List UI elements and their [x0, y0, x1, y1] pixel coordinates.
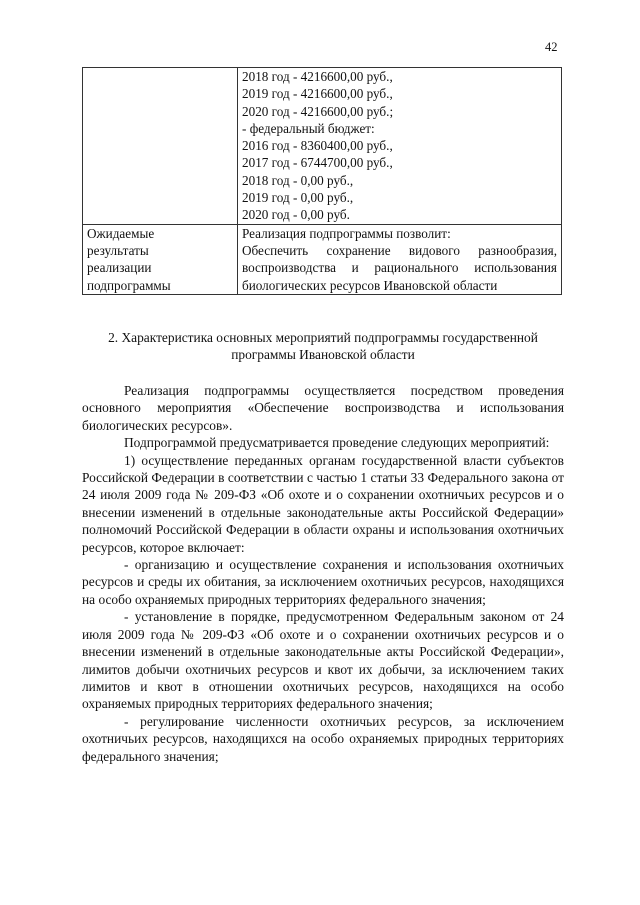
label-line: результаты: [87, 242, 149, 258]
funding-line: 2016 год - 8360400,00 руб.,: [242, 138, 393, 154]
funding-line: 2020 год - 0,00 руб.: [242, 207, 350, 223]
label-line: подпрограммы: [87, 277, 171, 293]
funding-line: 2020 год - 4216600,00 руб.;: [242, 103, 394, 119]
paragraph: - установление в порядке, предусмотренном Федеральным законом от 24 июля 2009 года № 209-ФЗ «Об охоте и о сохранении охотничьих ресурсов и о внесении изменений в отдельные законодательные акты Российской Федерации», лимитов добычи охотничьих ресурсов и квот их добычи, за исключением таких лимитов и квот в отношении охотничьих ресурсов, находящихся на особо охраняемых природных территориях федерального значения;: [82, 609, 564, 712]
funding-line: 2018 год - 0,00 руб.,: [242, 172, 354, 188]
table-row-funding: [83, 68, 562, 225]
funding-line: 2017 год - 6744700,00 руб.,: [242, 155, 393, 171]
funding-line: - федеральный бюджет:: [242, 120, 375, 136]
heading-line-2: программы Ивановской области: [231, 347, 415, 363]
funding-line: 2019 год - 4216600,00 руб.,: [242, 86, 393, 102]
funding-line: 2019 год - 0,00 руб.,: [242, 190, 354, 206]
heading-line-1: 2. Характеристика основных мероприятий подпрограммы государственной: [108, 330, 538, 345]
table-cell-funding: [238, 68, 562, 225]
section-heading: [82, 329, 564, 364]
table-cell-results: [238, 224, 562, 294]
paragraph: 1) осуществление переданных органам государственной власти субъектов Российской Федерации в соответствии с частью 1 статьи 33 Федерального закона от 24 июля 2009 года № 209-ФЗ «Об охоте и о сохранении охотничьих ресурсов и о внесении изменений в отдельные законодательные акты Российской Федерации» полномочий Российской Федерации в области охраны и использования охотничьих ресурсов, которое включает:: [82, 452, 564, 555]
table-cell-label: [83, 224, 238, 294]
paragraph: Реализация подпрограммы осуществляется посредством проведения основного мероприятия «Обеспечение воспроизводства и использования биологических ресурсов».: [82, 383, 564, 433]
table-cell-empty: [83, 68, 238, 225]
table-row-expected-results: [83, 224, 562, 294]
label-line: реализации: [87, 260, 152, 276]
subprogram-passport-table: [82, 67, 562, 295]
label-line: Ожидаемые: [87, 225, 155, 241]
page-number: 42: [545, 40, 558, 54]
funding-line: 2018 год - 4216600,00 руб.,: [242, 69, 393, 84]
paragraph: Подпрограммой предусматривается проведение следующих мероприятий:: [124, 435, 550, 451]
paragraph: - организацию и осуществление сохранения и использования охотничьих ресурсов и среды их обитания, за исключением охотничьих ресурсов, находящихся на особо охраняемых природных территориях федерального значения;: [82, 557, 564, 607]
body-text: [82, 382, 564, 765]
results-intro: Реализация подпрограммы позволит:: [242, 225, 451, 241]
paragraph: - регулирование численности охотничьих ресурсов, за исключением охотничьих ресурсов, находящихся на особо охраняемых природных территориях федерального значения;: [82, 713, 564, 764]
results-text: Обеспечить сохранение видового разнообразия, воспроизводства и рационального использования биологических ресурсов Ивановской области: [242, 242, 557, 293]
